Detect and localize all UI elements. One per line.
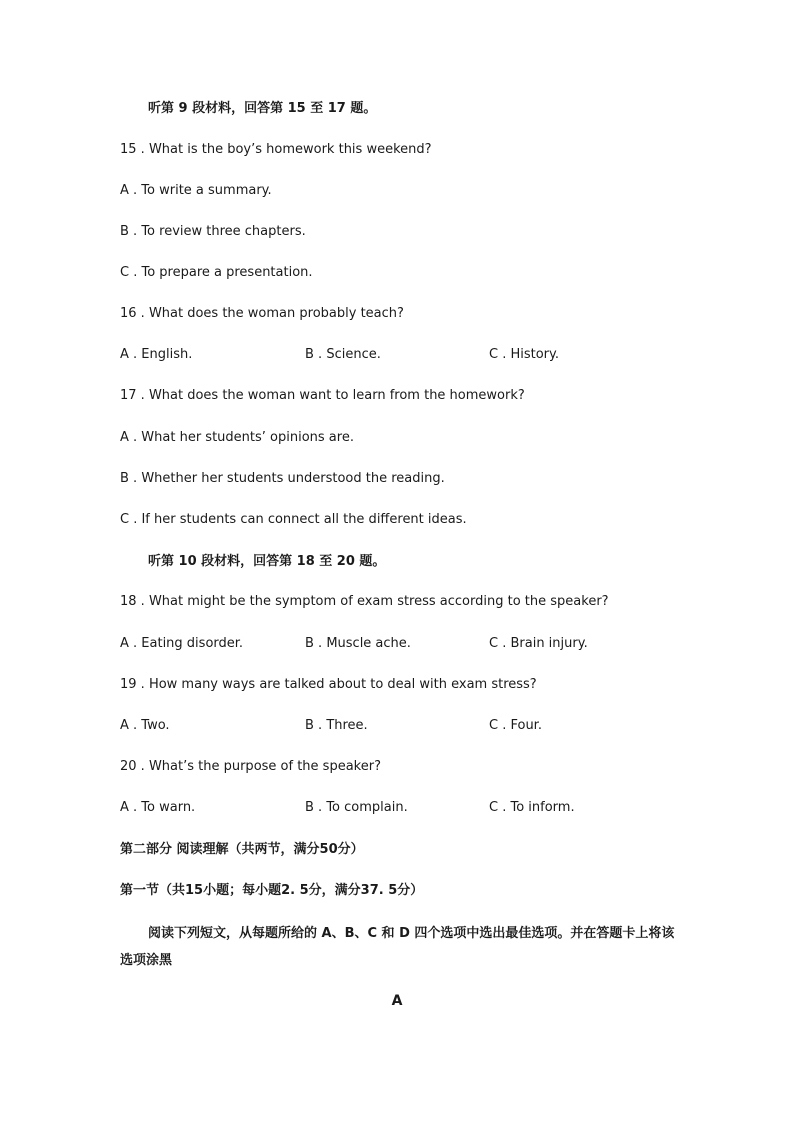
question-16: 16 . What does the woman probably teach? [120,306,404,321]
question-16-option-b: B . Science. [305,347,381,362]
question-18-option-c: C . Brain injury. [489,636,588,651]
question-15-option-b: B . To review three chapters. [120,224,306,239]
question-17-option-b: B . Whether her students understood the reading. [120,471,445,486]
question-19-option-c: C . Four. [489,718,542,733]
question-17-option-c: C . If her students can connect all the different ideas. [120,512,467,527]
question-20-option-c: C . To inform. [489,800,575,815]
question-20: 20 . What’s the purpose of the speaker? [120,759,381,774]
question-18: 18 . What might be the symptom of exam stress according to the speaker? [120,594,609,609]
question-19-option-b: B . Three. [305,718,368,733]
reading-instruction: 阅读下列短文，从每题所给的 A、B、C 和 D 四个选项中选出最佳选项。并在答题卡上将该选项涂黑 [120,926,675,968]
question-18-option-a: A . Eating disorder. [120,636,244,651]
part-2-title: 第二部分 阅读理解（共两节，满分50分） [120,842,364,857]
part-2-subsection: 第一节（共15小题；每小题2. 5分，满分37. 5分） [120,883,424,898]
question-16-option-c: C . History. [489,347,560,362]
question-17-option-a: A . What her students’ opinions are. [120,430,354,445]
question-15: 15 . What is the boy’s homework this weekend? [120,142,432,157]
question-20-option-b: B . To complain. [305,800,408,815]
question-19: 19 . How many ways are talked about to deal with exam stress? [120,677,537,692]
question-15-option-a: A . To write a summary. [120,183,272,198]
question-17: 17 . What does the woman want to learn from the homework? [120,388,525,403]
question-19-option-a: A . Two. [120,718,170,733]
question-15-option-c: C . To prepare a presentation. [120,265,313,280]
passage-label: A [391,993,403,1009]
section-10-heading: 听第 10 段材料，回答第 18 至 20 题。 [148,554,386,569]
question-20-option-a: A . To warn. [120,800,196,815]
question-16-option-a: A . English. [120,347,193,362]
question-18-option-b: B . Muscle ache. [305,636,411,651]
section-9-heading: 听第 9 段材料，回答第 15 至 17 题。 [148,101,377,116]
